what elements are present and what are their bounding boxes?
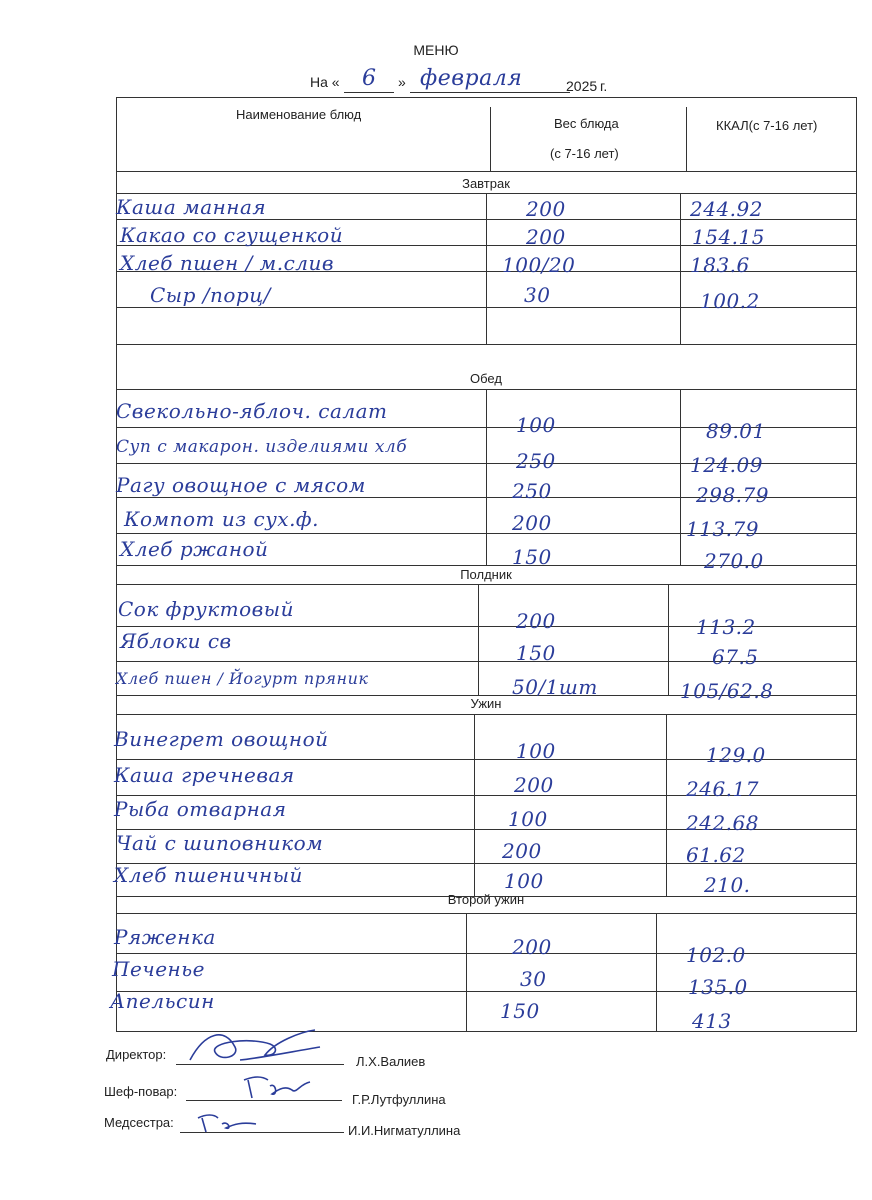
dinner-kcal-1: 129.0 bbox=[706, 743, 766, 767]
breakfast-kcal-1: 244.92 bbox=[690, 197, 763, 221]
chef-label: Шеф-повар: bbox=[104, 1084, 178, 1099]
breakfast-weight-3: 100/20 bbox=[502, 253, 576, 277]
dinner-weight-3: 100 bbox=[508, 807, 548, 831]
section-lunch: Обед bbox=[470, 371, 502, 386]
breakfast-weight-4: 30 bbox=[524, 283, 551, 307]
section-dinner: Ужин bbox=[470, 696, 502, 711]
snack-weight-3: 50/1шт bbox=[512, 675, 598, 699]
date-suffix: г. bbox=[600, 78, 608, 94]
second-dinner-weight-3: 150 bbox=[500, 999, 540, 1023]
signature-block bbox=[0, 1030, 872, 1140]
dinner-weight-5: 100 bbox=[504, 869, 544, 893]
snack-name-1: Сок фруктовый bbox=[118, 597, 294, 621]
snack-kcal-3: 105/62.8 bbox=[680, 679, 774, 703]
dinner-weight-4: 200 bbox=[502, 839, 542, 863]
chef-signature bbox=[240, 1070, 320, 1104]
lunch-kcal-1: 89.01 bbox=[706, 419, 766, 443]
breakfast-weight-2: 200 bbox=[526, 225, 566, 249]
date-year: 2025 bbox=[566, 78, 598, 94]
director-label: Директор: bbox=[106, 1047, 167, 1062]
lunch-weight-2: 250 bbox=[516, 449, 556, 473]
dinner-kcal-5: 210. bbox=[704, 873, 751, 897]
dinner-name-3: Рыба отварная bbox=[114, 797, 287, 821]
lunch-name-2: Суп с макарон. изделиями хлб bbox=[116, 437, 408, 457]
snack-weight-1: 200 bbox=[516, 609, 556, 633]
dinner-name-2: Каша гречневая bbox=[114, 763, 295, 787]
second-dinner-name-2: Печенье bbox=[112, 957, 205, 981]
lunch-kcal-3: 298.79 bbox=[696, 483, 769, 507]
second-dinner-name-3: Апельсин bbox=[110, 989, 215, 1013]
lunch-kcal-2: 124.09 bbox=[690, 453, 763, 477]
date-mid: » bbox=[398, 74, 406, 90]
snack-name-3: Хлеб пшен / Йогурт пряник bbox=[116, 669, 369, 688]
nurse-name: И.И.Нигматуллина bbox=[348, 1123, 461, 1138]
nurse-label: Медсестра: bbox=[104, 1115, 174, 1130]
header-name: Наименование блюд bbox=[236, 107, 362, 122]
section-second-dinner: Второй ужин bbox=[447, 892, 525, 907]
lunch-name-4: Компот из сух.ф. bbox=[124, 507, 319, 531]
date-line bbox=[310, 68, 630, 98]
menu-table bbox=[110, 97, 856, 1033]
date-month: февраля bbox=[420, 66, 523, 91]
date-day: 6 bbox=[362, 66, 377, 91]
lunch-name-1: Свекольно-яблоч. салат bbox=[116, 399, 388, 423]
lunch-weight-5: 150 bbox=[512, 545, 552, 569]
second-dinner-weight-1: 200 bbox=[512, 935, 552, 959]
second-dinner-kcal-3: 413 bbox=[692, 1009, 732, 1033]
header-weight-2: (с 7-16 лет) bbox=[550, 146, 619, 161]
lunch-name-5: Хлеб ржаной bbox=[120, 537, 269, 561]
second-dinner-name-1: Ряженка bbox=[114, 925, 216, 949]
second-dinner-kcal-1: 102.0 bbox=[686, 943, 746, 967]
snack-kcal-1: 113.2 bbox=[696, 615, 756, 639]
lunch-weight-3: 250 bbox=[512, 479, 552, 503]
dinner-weight-2: 200 bbox=[514, 773, 554, 797]
breakfast-kcal-2: 154.15 bbox=[692, 225, 765, 249]
snack-weight-2: 150 bbox=[516, 641, 556, 665]
breakfast-name-2: Какао со сгущенкой bbox=[120, 223, 344, 247]
breakfast-weight-1: 200 bbox=[526, 197, 566, 221]
date-prefix: На « bbox=[310, 74, 340, 90]
lunch-weight-4: 200 bbox=[512, 511, 552, 535]
section-snack: Полдник bbox=[460, 567, 512, 582]
nurse-signature bbox=[196, 1110, 266, 1136]
header-weight-1: Вес блюда bbox=[554, 116, 619, 131]
lunch-weight-1: 100 bbox=[516, 413, 556, 437]
breakfast-name-1: Каша манная bbox=[116, 195, 267, 219]
dinner-kcal-2: 246.17 bbox=[686, 777, 759, 801]
header-kcal: ККАЛ(с 7-16 лет) bbox=[716, 118, 818, 133]
breakfast-name-4: Сыр /порц/ bbox=[150, 283, 271, 307]
lunch-name-3: Рагу овощное с мясом bbox=[116, 473, 366, 497]
snack-name-2: Яблоки св bbox=[120, 629, 232, 653]
director-name: Л.Х.Валиев bbox=[356, 1054, 426, 1069]
second-dinner-kcal-2: 135.0 bbox=[688, 975, 748, 999]
section-breakfast: Завтрак bbox=[462, 176, 510, 191]
breakfast-kcal-4: 100.2 bbox=[700, 289, 760, 313]
dinner-name-1: Винегрет овощной bbox=[114, 727, 329, 751]
dinner-kcal-3: 242.68 bbox=[686, 811, 759, 835]
director-signature bbox=[180, 1022, 330, 1072]
breakfast-name-3: Хлеб пшен / м.слив bbox=[120, 251, 335, 275]
chef-name: Г.Р.Лутфуллина bbox=[352, 1092, 446, 1107]
page-title: МЕНЮ bbox=[413, 42, 459, 58]
breakfast-kcal-3: 183.6 bbox=[690, 253, 750, 277]
snack-kcal-2: 67.5 bbox=[712, 645, 759, 669]
second-dinner-weight-2: 30 bbox=[520, 967, 547, 991]
lunch-kcal-5: 270.0 bbox=[704, 549, 764, 573]
dinner-name-4: Чай с шиповником bbox=[116, 831, 324, 855]
lunch-kcal-4: 113.79 bbox=[686, 517, 759, 541]
dinner-weight-1: 100 bbox=[516, 739, 556, 763]
dinner-kcal-4: 61.62 bbox=[686, 843, 746, 867]
dinner-name-5: Хлеб пшеничный bbox=[114, 863, 303, 887]
